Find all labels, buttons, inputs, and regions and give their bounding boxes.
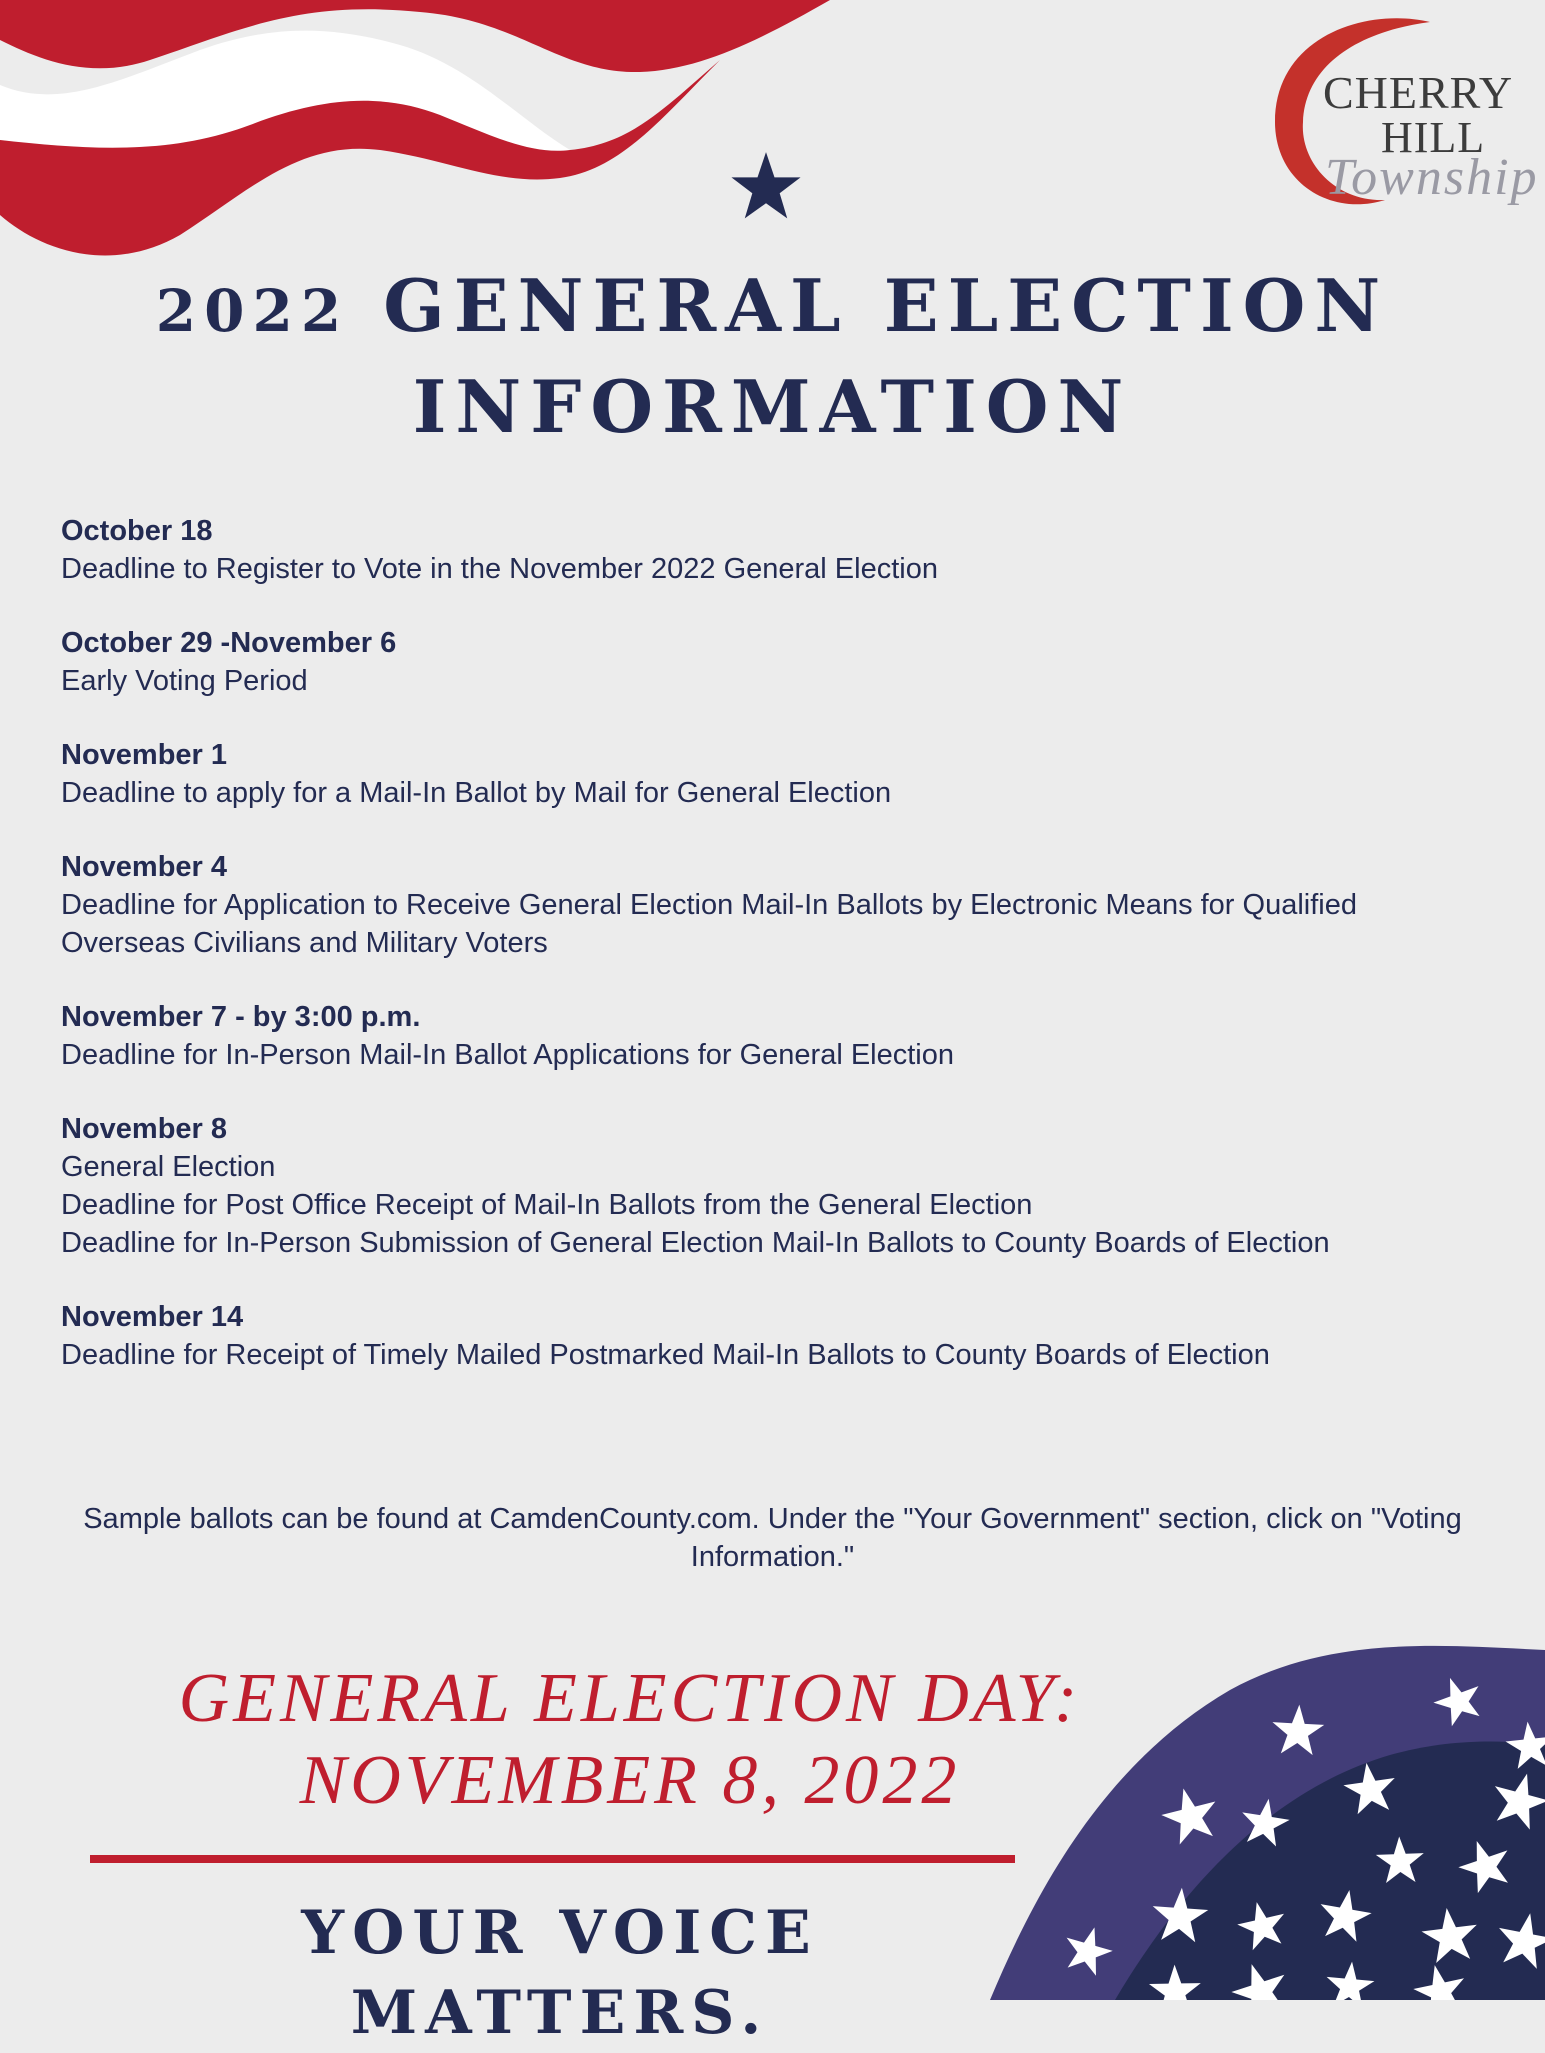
event-item [61, 624, 1501, 700]
event-description: Early Voting Period [61, 665, 308, 697]
event-description: Deadline to apply for a Mail-In Ballot by Mail for General Election [61, 777, 892, 809]
tagline: YOUR VOICE MATTERS. [301, 1898, 819, 2048]
event-description: Deadline to Register to Vote in the November 2022 General Election [61, 553, 938, 585]
sample-ballot-note: Sample ballots can be found at CamdenCounty.com. Under the "Your Government" section, click on "Voting Information." [83, 1503, 1462, 1573]
cherry-hill-township-logo [1255, 12, 1539, 212]
event-date: October 18 [61, 515, 213, 547]
event-description: Deadline for In-Person Mail-In Ballot Applications for General Election [61, 1039, 955, 1071]
title-line-1 [0, 258, 1545, 359]
event-description: Deadline for Receipt of Timely Mailed Postmarked Mail-In Ballots to County Boards of Election [61, 1339, 1270, 1371]
title-line-2: INFORMATION [412, 364, 1133, 449]
event-item [61, 512, 1501, 588]
event-description: Deadline for Application to Receive General Election Mail-In Ballots by Electronic Means for Qualified Overseas Civilians and Military Voters [61, 889, 1357, 959]
title-line-1-rest: GENERAL ELECTION [383, 263, 1390, 348]
event-item [61, 736, 1501, 812]
event-date: November 1 [61, 739, 228, 771]
event-date: October 29 -November 6 [61, 627, 397, 659]
election-day-line-2: NOVEMBER 8, 2022 [299, 1742, 961, 1819]
event-item [61, 1298, 1501, 1374]
title-year: 2022 [155, 277, 350, 345]
event-item [61, 998, 1501, 1074]
event-date: November 7 - by 3:00 p.m. [61, 1001, 421, 1033]
logo-township: Township [1325, 149, 1539, 206]
star-icon [730, 150, 802, 222]
event-item [61, 848, 1501, 962]
event-description: Deadline for In-Person Submission of General Election Mail-In Ballots to County Boards of Election [61, 1227, 1330, 1259]
page-title [0, 258, 1545, 455]
election-day-heading [130, 1658, 1130, 1822]
event-date: November 14 [61, 1301, 244, 1333]
event-date: November 8 [61, 1113, 228, 1145]
event-date: November 4 [61, 851, 228, 883]
election-day-line-1: GENERAL ELECTION DAY: [178, 1660, 1082, 1737]
divider [90, 1855, 1015, 1863]
event-item [61, 1110, 1501, 1262]
event-description: General Election [61, 1151, 276, 1183]
logo-hill: HILL [1381, 113, 1486, 162]
event-list [61, 512, 1501, 1410]
logo-cherry: CHERRY [1323, 67, 1514, 118]
event-description: Deadline for Post Office Receipt of Mail-In Ballots from the General Election [61, 1189, 1033, 1221]
